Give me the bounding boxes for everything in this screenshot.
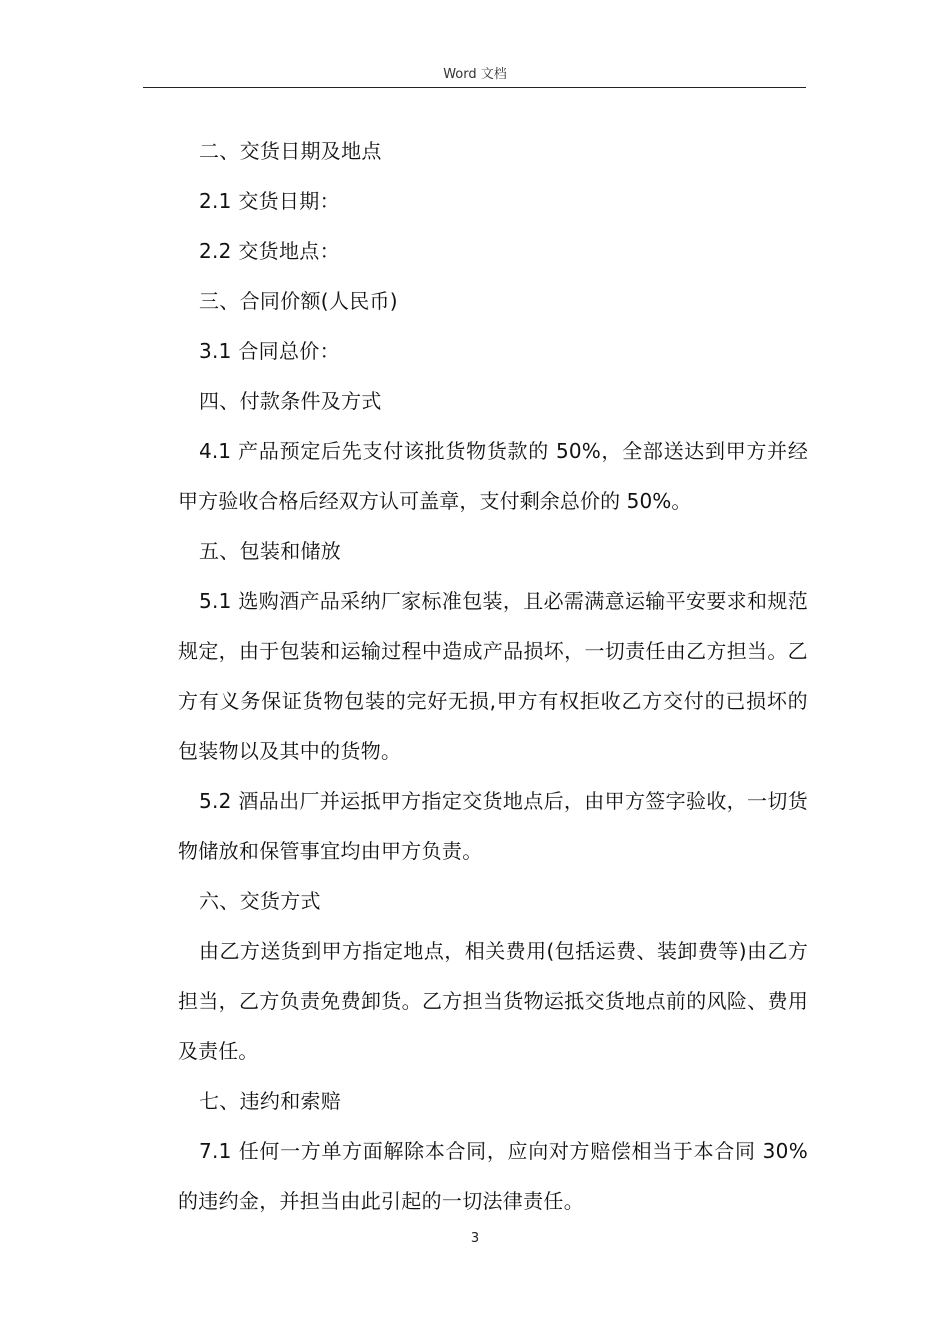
section-heading-payment-terms: 四、付款条件及方式 (199, 389, 382, 413)
clause-2-1-delivery-date: 2.1 交货日期： (199, 189, 340, 213)
header-divider (143, 87, 806, 88)
section-heading-breach-claims: 七、违约和索赔 (199, 1089, 342, 1113)
section-heading-contract-amount: 三、合同价额(人民币) (199, 289, 398, 313)
page-number: 3 (470, 1231, 480, 1246)
section-heading-packaging-storage: 五、包装和储放 (199, 539, 342, 563)
page-header: Word 文档 (443, 67, 507, 82)
clause-2-2-delivery-place: 2.2 交货地点： (199, 239, 340, 263)
section-heading-delivery-date-place: 二、交货日期及地点 (199, 139, 382, 163)
clause-4-1-payment: 4.1 产品预定后先支付该批货物货款的 50%，全部送达到甲方并经甲方验收合格后经双方认可盖章，支付剩余总价的 50%。 (178, 439, 808, 513)
delivery-method-text: 由乙方送货到甲方指定地点，相关费用(包括运费、装卸费等)由乙方担当，乙方负责免费卸货。乙方担当货物运抵交货地点前的风险、费用及责任。 (178, 939, 808, 1063)
clause-3-1-total-price: 3.1 合同总价： (199, 339, 340, 363)
section-heading-delivery-method: 六、交货方式 (199, 889, 321, 913)
clause-5-2-storage: 5.2 酒品出厂并运抵甲方指定交货地点后，由甲方签字验收，一切货物储放和保管事宜均由甲方负责。 (178, 789, 808, 863)
document-body (178, 126, 808, 1226)
clause-7-1-breach: 7.1 任何一方单方面解除本合同，应向对方赔偿相当于本合同 30%的违约金，并担当由此引起的一切法律责任。 (178, 1139, 808, 1213)
clause-5-1-packaging: 5.1 选购酒产品采纳厂家标准包装，且必需满意运输平安要求和规范规定，由于包装和运输过程中造成产品损坏，一切责任由乙方担当。乙方有义务保证货物包装的完好无损,甲方有权拒收乙方交付的已损坏的包装物以及其中的货物。 (178, 589, 808, 763)
